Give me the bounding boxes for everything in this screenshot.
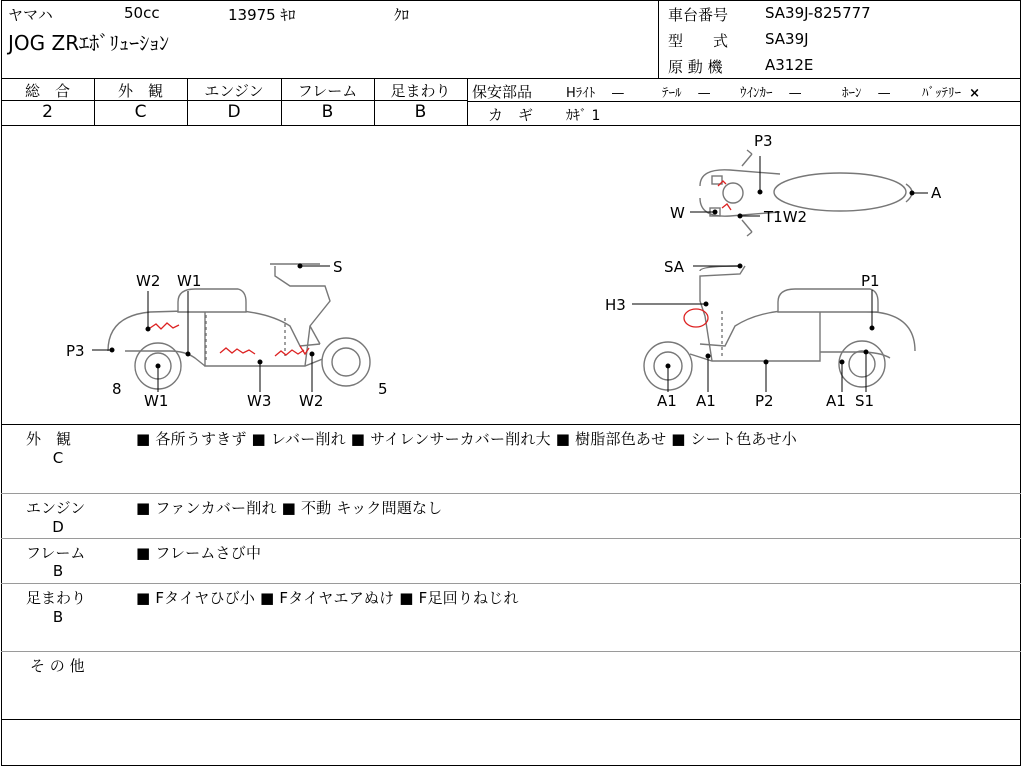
- label-top-p3: P3: [754, 132, 773, 150]
- label-right-p1: P1: [861, 272, 880, 290]
- color: ｸﾛ: [394, 6, 410, 24]
- engine-label: 原 動 機: [668, 58, 723, 76]
- section-grade: D: [52, 518, 64, 536]
- type-value: SA39J: [765, 30, 809, 48]
- section-label: フレーム: [26, 544, 86, 562]
- label-right-sa: SA: [664, 258, 685, 276]
- label-right-a1a: A1: [657, 392, 677, 410]
- section-notes: ■ フレームさび中: [136, 544, 262, 562]
- label-right-s1: S1: [855, 392, 875, 410]
- engine-value: A312E: [765, 56, 814, 74]
- section-grade: B: [52, 608, 64, 626]
- label-left-w1: W1: [177, 272, 202, 290]
- diagram-bottom-line: [1, 424, 1021, 425]
- section-divider: [1, 538, 1021, 539]
- safety-item-headlight: Hﾗｲﾄ —: [566, 86, 625, 101]
- key-label: カ ギ: [488, 106, 534, 124]
- label-right-a1c: A1: [826, 392, 846, 410]
- displacement: 50cc: [124, 4, 160, 22]
- label-left-w1b: W1: [144, 392, 169, 410]
- section-notes: ■ Fタイヤひび小 ■ Fタイヤエアぬけ ■ F足回りねじれ: [136, 589, 519, 607]
- grade-label-frame: フレーム: [297, 82, 358, 100]
- header-divider: [658, 0, 659, 78]
- section-label: エンジン: [26, 499, 86, 517]
- safety-item-battery: ﾊﾞｯﾃﾘｰ ×: [922, 86, 981, 101]
- header-bottom-line: [1, 78, 1021, 79]
- label-left-w3: W3: [247, 392, 272, 410]
- damage-diagram: [0, 126, 1024, 424]
- label-top-w: W: [670, 204, 685, 222]
- section-label: そ の 他: [30, 657, 85, 675]
- label-left-w2: W2: [136, 272, 161, 290]
- grade-value-exterior: C: [134, 102, 147, 122]
- mileage: 13975 ｷﾛ: [228, 6, 296, 24]
- label-left-s: S: [333, 258, 343, 276]
- section-grade: B: [52, 562, 64, 580]
- label-left-5: 5: [378, 380, 388, 398]
- safety-item-winker: ｳｲﾝｶｰ —: [740, 86, 802, 101]
- section-divider: [1, 583, 1021, 584]
- section-label: 足まわり: [26, 589, 87, 607]
- grade-value-suspension: B: [414, 102, 427, 122]
- frame-no-label: 車台番号: [668, 6, 729, 24]
- damage-marks: [150, 181, 731, 356]
- section-notes: ■ ファンカバー削れ ■ 不動 キック問題なし: [136, 499, 443, 517]
- label-right-p2: P2: [755, 392, 774, 410]
- label-left-w2b: W2: [299, 392, 324, 410]
- grade-value-engine: D: [227, 102, 241, 122]
- key-value: ｶｷﾞ 1: [566, 108, 601, 124]
- section-divider: [1, 651, 1021, 652]
- label-left-p3: P3: [66, 342, 85, 360]
- safety-item-tail: ﾃｰﾙ —: [662, 86, 711, 101]
- frame-no: SA39J-825777: [765, 4, 871, 22]
- section-notes: ■ 各所うすきず ■ レバー削れ ■ サイレンサーカバー削れ大 ■ 樹脂部色あせ ■ シート色あせ小: [136, 430, 798, 448]
- grade-value-frame: B: [321, 102, 334, 122]
- section-grade: C: [52, 449, 64, 467]
- label-right-h3: H3: [605, 296, 626, 314]
- model-name: JOG ZRｴﾎﾞﾘｭｰｼｮﾝ: [8, 31, 170, 55]
- safety-parts-label: 保安部品: [472, 83, 533, 101]
- grade-label-engine: エンジン: [204, 82, 264, 100]
- other-bottom-line: [1, 719, 1021, 720]
- section-divider: [1, 493, 1021, 494]
- label-top-a: A: [931, 184, 942, 202]
- label-top-t1w2: T1W2: [764, 208, 808, 226]
- safety-item-horn: ﾎｰﾝ —: [842, 86, 891, 101]
- grade-value-overall: 2: [42, 102, 53, 122]
- label-left-8: 8: [112, 380, 122, 398]
- grade-label-exterior: 外 観: [117, 82, 163, 100]
- maker: ヤマハ: [8, 6, 53, 24]
- section-label: 外 観: [26, 430, 72, 448]
- label-right-a1b: A1: [696, 392, 716, 410]
- grade-label-suspension: 足まわり: [390, 82, 451, 100]
- type-label: 型 式: [668, 32, 729, 50]
- grade-label-overall: 総 合: [24, 82, 70, 100]
